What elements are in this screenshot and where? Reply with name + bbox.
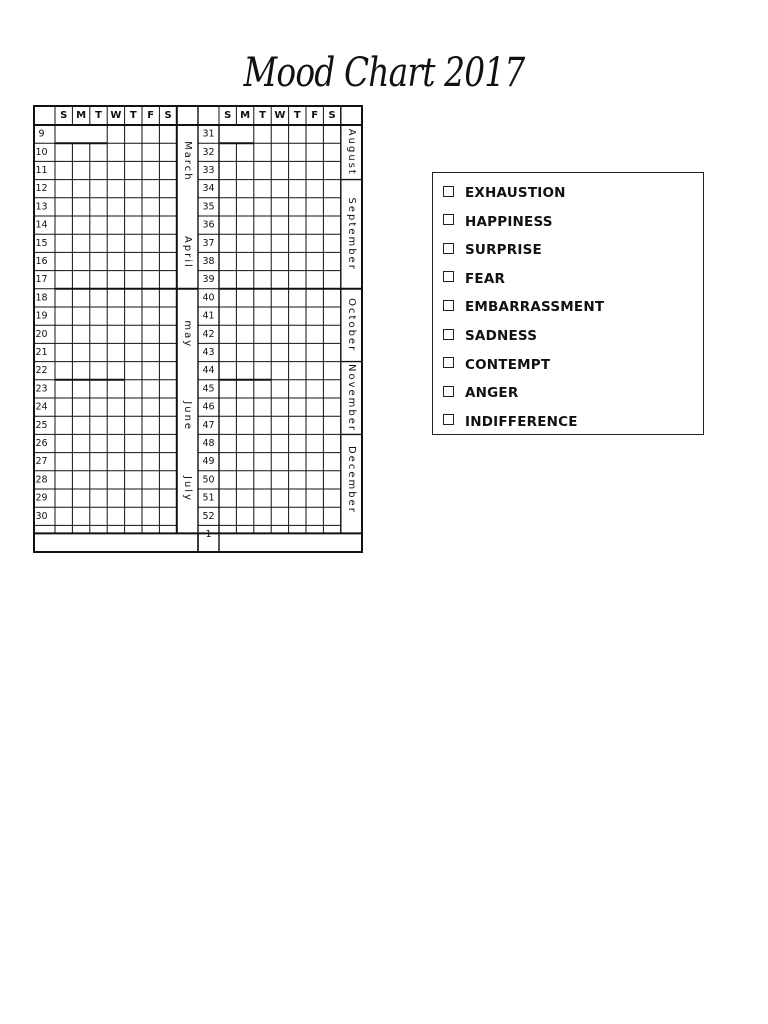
week-number-right: 44 — [202, 365, 215, 377]
weekday-header-left: T — [95, 110, 102, 121]
mood-item[interactable] — [443, 354, 550, 376]
week-number-right: 50 — [202, 474, 215, 486]
checkbox-icon[interactable] — [443, 414, 454, 425]
mood-label: CONTEMPT — [465, 356, 551, 373]
week-number-left: 24 — [35, 401, 48, 413]
week-number-left: 10 — [35, 146, 48, 158]
week-number-right: 51 — [202, 492, 215, 504]
weekday-header-left: T — [129, 110, 137, 121]
week-number-right: 48 — [202, 438, 215, 449]
weekday-header-left: S — [164, 110, 172, 121]
weekday-header-right: F — [311, 110, 319, 121]
weekday-header-right: T — [259, 110, 266, 121]
month-label-left: March — [181, 141, 193, 182]
week-number-left: 20 — [35, 328, 48, 340]
month-label-left: June — [181, 401, 193, 432]
week-number-left: 15 — [35, 237, 48, 249]
checkbox-icon[interactable] — [443, 300, 454, 311]
week-number-right: 38 — [202, 256, 215, 267]
week-number-left: 26 — [35, 438, 48, 449]
weekday-header-right: S — [224, 110, 232, 121]
checkbox-icon[interactable] — [443, 357, 454, 368]
week-number-right: 39 — [202, 274, 215, 286]
checkbox-icon[interactable] — [443, 271, 454, 282]
mood-label: HAPPINESS — [465, 213, 553, 230]
weekday-header-left: M — [76, 110, 87, 121]
week-number-left: 18 — [35, 292, 48, 304]
month-label-left: April — [181, 235, 193, 269]
weekday-header-left: W — [110, 110, 122, 121]
checkbox-icon[interactable] — [443, 386, 454, 397]
mood-item[interactable] — [443, 182, 566, 204]
checkbox-icon[interactable] — [443, 214, 454, 225]
mood-item[interactable] — [443, 211, 553, 233]
mood-label: SADNESS — [465, 328, 538, 344]
week-number-left: 17 — [35, 274, 48, 286]
week-number-left: 21 — [35, 347, 48, 358]
mood-legend — [432, 172, 704, 435]
week-number-left: 30 — [35, 510, 48, 522]
week-number-right: 33 — [202, 165, 215, 176]
weekday-header-right: M — [240, 110, 251, 121]
weekday-header-left: S — [60, 110, 68, 121]
mood-item[interactable] — [443, 411, 578, 433]
mood-label: FEAR — [465, 270, 506, 287]
page-title: Mood Chart 2017 — [243, 50, 525, 96]
week-number-left: 13 — [35, 201, 48, 213]
week-number-right: 42 — [202, 328, 215, 340]
month-label-right: September — [345, 197, 357, 271]
week-number-left: 14 — [35, 219, 48, 231]
week-number-right: 41 — [202, 310, 215, 322]
week-number-left: 19 — [35, 310, 48, 322]
week-number-right: 49 — [202, 456, 215, 468]
week-number-left: 29 — [35, 492, 48, 504]
month-label-right: November — [345, 363, 357, 433]
week-number-left: 11 — [35, 165, 48, 176]
week-number-right: 52 — [202, 510, 215, 522]
month-label-left: July — [181, 476, 193, 502]
week-number-right: 47 — [202, 419, 215, 431]
mood-label: SURPRISE — [465, 242, 542, 259]
week-number-left: 16 — [35, 256, 48, 267]
weekday-header-left: F — [147, 110, 155, 121]
week-number-left: 25 — [35, 419, 48, 431]
week-number-right: 36 — [202, 219, 215, 231]
week-number-right: 1 — [205, 529, 212, 540]
week-number-right: 45 — [202, 383, 215, 395]
weekday-header-right: S — [328, 110, 336, 121]
week-number-right: 35 — [202, 201, 215, 213]
mood-item[interactable] — [443, 382, 518, 404]
week-number-left: 23 — [35, 383, 48, 395]
week-number-right: 37 — [202, 237, 215, 249]
month-label-left: may — [181, 320, 193, 349]
week-number-left: 12 — [35, 183, 48, 195]
checkbox-icon[interactable] — [443, 186, 454, 197]
week-number-right: 34 — [202, 183, 215, 195]
week-number-left: 27 — [35, 456, 48, 468]
mood-item[interactable] — [443, 239, 542, 261]
checkbox-icon[interactable] — [443, 329, 454, 340]
month-label-right: December — [345, 445, 357, 514]
mood-label: EXHAUSTION — [465, 185, 566, 201]
mood-label: ANGER — [465, 385, 519, 402]
week-number-right: 46 — [202, 401, 215, 413]
mood-item[interactable] — [443, 296, 604, 318]
week-number-right: 43 — [202, 347, 215, 358]
month-label-right: October — [345, 298, 357, 353]
week-number-left: 28 — [35, 474, 48, 486]
mood-label: INDIFFERENCE — [465, 413, 578, 430]
week-number-left: 22 — [35, 365, 48, 377]
week-number-right: 40 — [202, 292, 215, 304]
weekday-header-right: T — [293, 110, 301, 121]
week-number-left: 9 — [38, 128, 45, 140]
mood-item[interactable] — [443, 268, 505, 290]
week-number-right: 31 — [202, 128, 215, 140]
mood-item[interactable] — [443, 325, 537, 347]
mood-label: EMBARRASSMENT — [465, 299, 605, 316]
week-number-right: 32 — [202, 146, 215, 158]
weekday-header-right: W — [274, 110, 286, 121]
month-label-right: August — [345, 128, 357, 176]
checkbox-icon[interactable] — [443, 243, 454, 254]
